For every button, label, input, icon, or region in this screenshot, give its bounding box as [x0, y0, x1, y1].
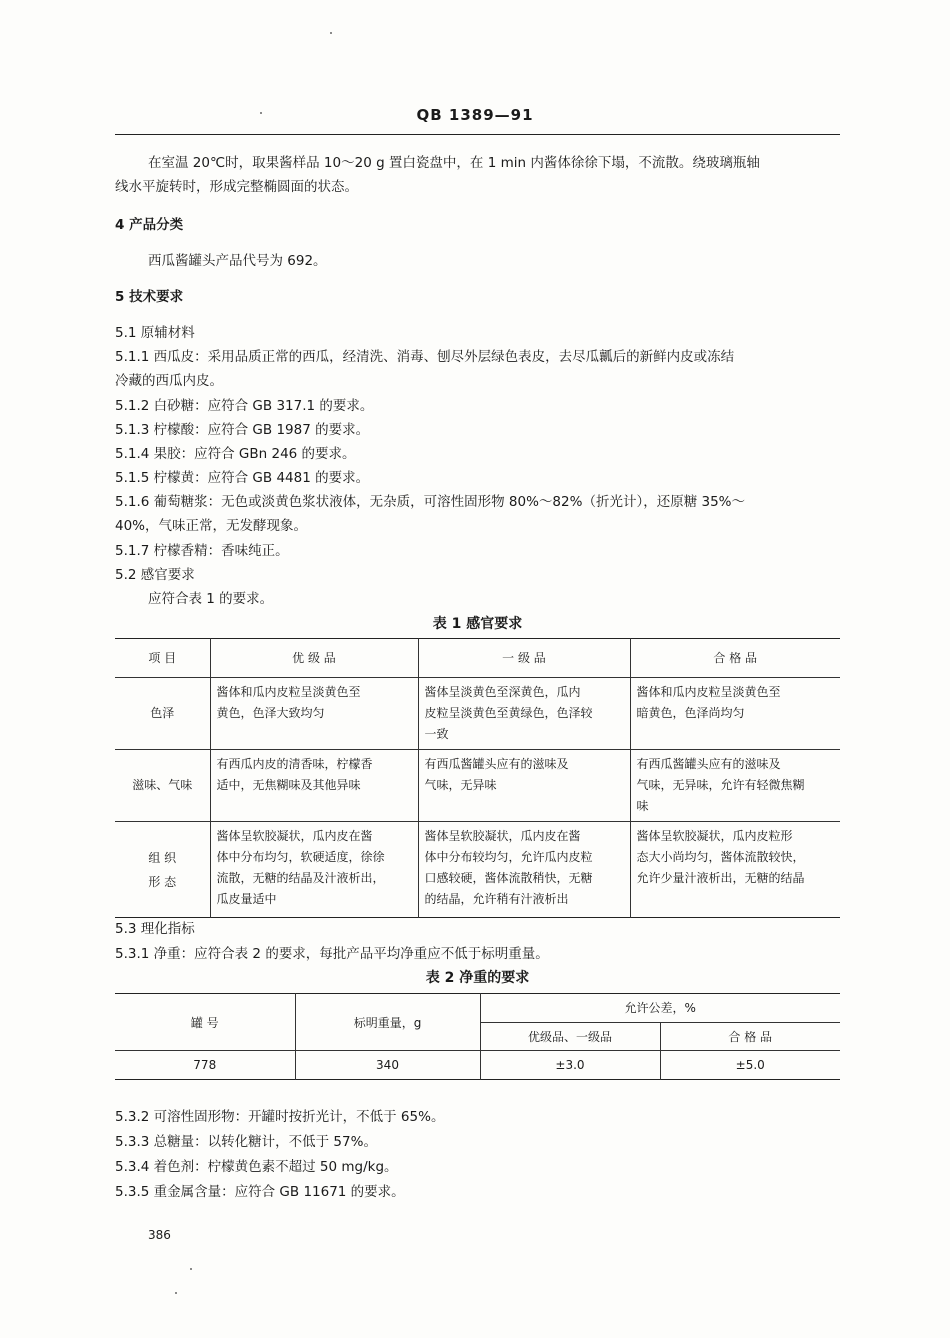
table-1-caption: 表 1 感官要求	[432, 616, 523, 632]
table-row	[115, 678, 840, 750]
header-premium: 优 级 品	[210, 639, 418, 678]
page-number: 386	[148, 1228, 171, 1242]
cell-first	[418, 750, 630, 822]
cell-can: 778	[115, 1051, 295, 1080]
table-2-caption: 表 2 净重的要求	[425, 970, 530, 986]
table-2-header-row	[115, 994, 840, 1023]
document-header: QB 1389—91	[416, 106, 534, 124]
cell-line: 气味，无异味，允许有轻微焦糊	[636, 778, 805, 792]
header-first-grade: 一 级 品	[418, 639, 630, 678]
header-qualified: 合 格 品	[630, 639, 840, 678]
item-5-3-3: 5.3.3 总糖量：以转化糖计，不低于 57%。	[115, 1134, 377, 1150]
table-row	[115, 822, 840, 918]
cell-line: 暗黄色，色泽尚均匀	[636, 706, 745, 720]
subheader-qualified: 合 格 品	[660, 1022, 840, 1051]
cell-line: 有西瓜内皮的清香味，柠檬香	[216, 757, 373, 771]
item-5-1-2: 5.1.2 白砂糖：应符合 GB 317.1 的要求。	[115, 398, 374, 414]
cell-line: 黄色，色泽大致均匀	[216, 706, 325, 720]
cell-line: 味	[636, 799, 649, 813]
cell-line: 瓜皮量适中	[216, 892, 277, 906]
cell-line: 酱体呈软胶凝状，瓜内皮在酱	[216, 829, 373, 843]
cell-line: 口感较硬，酱体流散稍快，无糖	[424, 871, 593, 885]
cell-line: 酱体和瓜内皮粒呈淡黄色至	[636, 685, 781, 699]
section-4-text: 西瓜酱罐头产品代号为 692。	[148, 253, 327, 269]
net-weight-table	[115, 993, 840, 1080]
item-5-1-1: 5.1.1 西瓜皮：采用品质正常的西瓜，经清洗、消毒、刨尽外层绿色表皮，去尽瓜瓤后的新鲜内皮或冻结	[115, 349, 735, 365]
intro-line-2: 线水平旋转时，形成完整椭圆面的状态。	[115, 179, 358, 195]
intro-line-1: 在室温 20℃时，取果酱样品 10～20 g 置白瓷盘中，在 1 min 内酱体徐徐下塌，不流散。绕玻璃瓶轴	[148, 155, 760, 171]
cell-qualified	[630, 822, 840, 918]
item-5-3-5: 5.3.5 重金属含量：应符合 GB 11671 的要求。	[115, 1184, 405, 1200]
cell-line: 酱体呈淡黄色至深黄色，瓜内	[424, 685, 581, 699]
section-5-2-text: 应符合表 1 的要求。	[148, 591, 274, 607]
table-row	[115, 1051, 840, 1080]
item-5-1-6-cont: 40%，气味正常，无发酵现象。	[115, 518, 308, 534]
cell-line: 气味，无异味	[424, 778, 497, 792]
cell-line: 的结晶，允许稍有汁液析出	[424, 892, 569, 906]
section-5-2-title: 5.2 感官要求	[115, 567, 195, 583]
cell-premium	[210, 822, 418, 918]
section-5-3-title: 5.3 理化指标	[115, 921, 195, 937]
item-5-3-2: 5.3.2 可溶性固形物：开罐时按折光计，不低于 65%。	[115, 1109, 445, 1125]
cell-line: 流散，无糖的结晶及汁液析出，	[216, 871, 385, 885]
cell-qualified	[630, 678, 840, 750]
item-5-1-3: 5.1.3 柠檬酸：应符合 GB 1987 的要求。	[115, 422, 370, 438]
section-5-1-title: 5.1 原辅材料	[115, 325, 195, 341]
table-row	[115, 750, 840, 822]
subheader-premium-first: 优级品、一级品	[480, 1022, 660, 1051]
cell-line: 酱体呈软胶凝状，瓜内皮在酱	[424, 829, 581, 843]
header-labelled-weight: 标明重量，g	[295, 994, 480, 1051]
cell-line: 酱体和瓜内皮粒呈淡黄色至	[216, 685, 361, 699]
cell-qualified	[630, 750, 840, 822]
cell-line: 有西瓜酱罐头应有的滋味及	[636, 757, 781, 771]
table-1-header-row	[115, 639, 840, 678]
row-item: 滋味、气味	[115, 750, 210, 822]
scan-speck	[190, 1268, 192, 1270]
cell-line: 酱体呈软胶凝状，瓜内皮粒形	[636, 829, 793, 843]
scan-speck	[330, 32, 332, 34]
header-rule	[115, 134, 840, 135]
cell-line: 适中，无焦糊味及其他异味	[216, 778, 361, 792]
scan-speck	[260, 112, 262, 114]
item-5-1-7: 5.1.7 柠檬香精：香味纯正。	[115, 543, 289, 559]
cell-premium	[210, 750, 418, 822]
section-4-title: 4 产品分类	[115, 217, 184, 233]
scan-speck	[175, 1292, 177, 1294]
item-5-1-4: 5.1.4 果胶：应符合 GBn 246 的要求。	[115, 446, 356, 462]
cell-line: 允许少量汁液析出，无糖的结晶	[636, 871, 805, 885]
header-item: 项 目	[115, 639, 210, 678]
item-5-3-1: 5.3.1 净重：应符合表 2 的要求，每批产品平均净重应不低于标明重量。	[115, 946, 549, 962]
cell-line: 体中分布均匀，软硬适度，徐徐	[216, 850, 385, 864]
cell-tolerance-premium: ±3.0	[480, 1051, 660, 1080]
cell-weight: 340	[295, 1051, 480, 1080]
cell-line: 有西瓜酱罐头应有的滋味及	[424, 757, 569, 771]
cell-first	[418, 822, 630, 918]
sensory-table	[115, 638, 840, 918]
cell-line: 一致	[424, 727, 449, 741]
cell-tolerance-qualified: ±5.0	[660, 1051, 840, 1080]
item-5-1-6: 5.1.6 葡萄糖浆：无色或淡黄色浆状液体，无杂质，可溶性固形物 80%～82%（折光计），还原糖 35%～	[115, 494, 745, 510]
section-5-title: 5 技术要求	[115, 289, 184, 305]
item-5-1-5: 5.1.5 柠檬黄：应符合 GB 4481 的要求。	[115, 470, 370, 486]
item-5-1-1-cont: 冷藏的西瓜内皮。	[115, 373, 223, 389]
cell-premium	[210, 678, 418, 750]
row-item: 组 织 形 态	[115, 822, 210, 918]
item-5-3-4: 5.3.4 着色剂：柠檬黄色素不超过 50 mg/kg。	[115, 1159, 398, 1175]
cell-line: 态大小尚均匀，酱体流散较快，	[636, 850, 805, 864]
cell-line: 皮粒呈淡黄色至黄绿色，色泽较	[424, 706, 593, 720]
header-can-number: 罐 号	[115, 994, 295, 1051]
row-item: 色泽	[115, 678, 210, 750]
cell-first	[418, 678, 630, 750]
header-tolerance: 允许公差，%	[480, 994, 840, 1023]
cell-line: 体中分布较均匀，允许瓜内皮粒	[424, 850, 593, 864]
